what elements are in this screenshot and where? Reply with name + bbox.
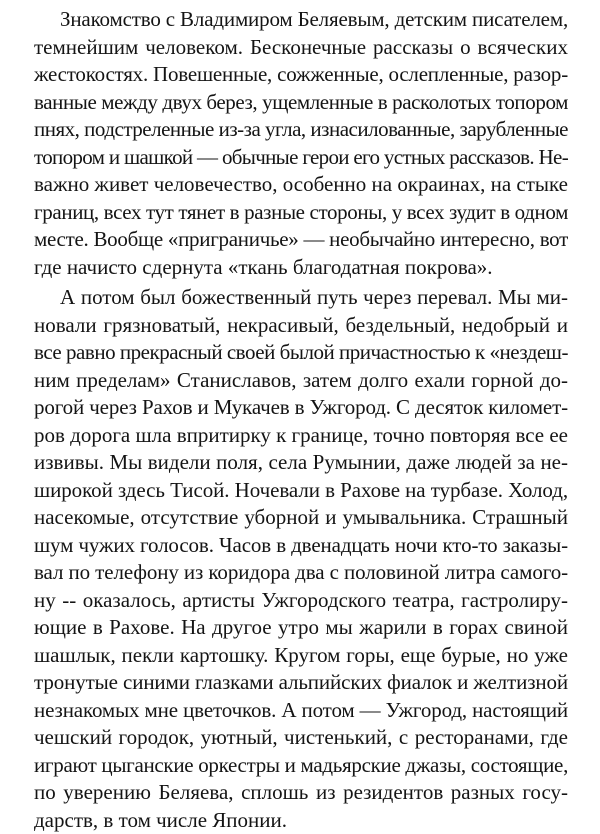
text-line: ров дорога шла впритирку к границе, точно повторяя все ее [34, 422, 568, 450]
text-line: ним пределам» Станиславов, затем долго ехали горной до- [34, 367, 568, 395]
text-line: месте. Вообще «приграничье» — необычайно интересно, вот [34, 226, 568, 254]
text-line: А потом был божественный путь через перевал. Мы ми- [34, 284, 568, 312]
text-line: где начисто сдернута «ткань благодатная покрова». [34, 254, 568, 282]
text-line: извивы. Мы видели поля, села Румынии, даже людей за не- [34, 449, 568, 477]
text-line: играют цыганские оркестры и мадьярские джазы, состоящие, [34, 752, 568, 780]
paragraph-1 [34, 6, 568, 281]
text-line: новали грязноватый, некрасивый, бездельный, недобрый и [34, 312, 568, 340]
text-line: пнях, подстреленные из-за угла, изнасилованные, зарубленные [34, 116, 568, 144]
text-line: жестокостях. Повешенные, сожженные, ослепленные, разор- [34, 61, 568, 89]
text-line: рогой через Рахов и Мукачев в Ужгород. С десяток километ- [34, 394, 568, 422]
text-line: вал по телефону из коридора два с половиной литра самого- [34, 559, 568, 587]
text-line: по уверению Беляева, сплошь из резидентов разных госу- [34, 779, 568, 807]
text-line: границ, всех тут тянет в разные стороны, у всех зудит в одном [34, 199, 568, 227]
text-line: широкой здесь Тисой. Ночевали в Рахове на турбазе. Холод, [34, 477, 568, 505]
text-line: шашлык, пекли картошку. Кругом горы, еще бурые, но уже [34, 642, 568, 670]
page-text [34, 6, 568, 834]
text-line: ющие в Рахове. На другое утро мы жарили в горах свиной [34, 614, 568, 642]
text-line: чешский городок, уютный, чистенький, с ресторанами, где [34, 724, 568, 752]
text-line: дарств, в том числе Японии. [34, 807, 568, 834]
text-line: важно живет человечество, особенно на окраинах, на стыке [34, 171, 568, 199]
text-line: топором и шашкой — обычные герои его устных рассказов. Не- [34, 144, 568, 172]
text-line: шум чужих голосов. Часов в двенадцать ночи кто-то заказы- [34, 532, 568, 560]
text-line: ванные между двух берез, ущемленные в расколотых топором [34, 89, 568, 117]
text-line: насекомые, отсутствие уборной и умывальника. Страшный [34, 504, 568, 532]
paragraph-2 [34, 284, 568, 834]
text-line: темнейшим человеком. Бесконечные рассказы о всяческих [34, 34, 568, 62]
text-line: тронутые синими глазками альпийских фиалок и желтизной [34, 669, 568, 697]
text-line: все равно прекрасный своей былой причастностью к «нездеш- [34, 339, 568, 367]
text-line: незнакомых мне цветочков. А потом — Ужгород, настоящий [34, 697, 568, 725]
text-line: ну -- оказалось, артисты Ужгородского театра, гастролиру- [34, 587, 568, 615]
text-line: Знакомство с Владимиром Беляевым, детским писателем, [34, 6, 568, 34]
